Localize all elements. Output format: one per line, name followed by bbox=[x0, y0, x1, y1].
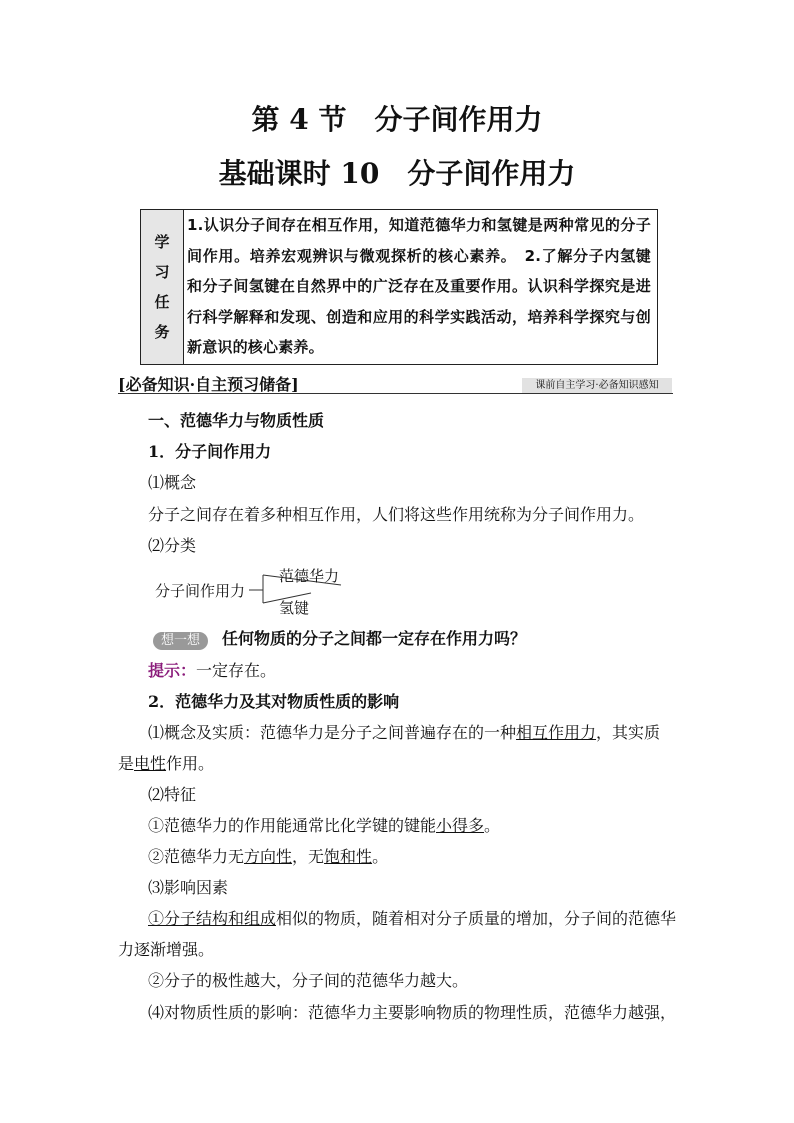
feature-label: ⑵特征 bbox=[148, 785, 197, 804]
feature-2 bbox=[148, 846, 678, 868]
think-question bbox=[153, 628, 678, 650]
blank-answer: 电性 bbox=[134, 754, 167, 773]
page-title: 第 4 节 分子间作用力 bbox=[251, 103, 543, 136]
heading-1-1: 1．分子间作用力 bbox=[148, 442, 272, 461]
hint-answer: 一定存在。 bbox=[196, 661, 277, 680]
text-segment: ，无 bbox=[292, 847, 325, 866]
section-divider bbox=[118, 393, 673, 394]
diagram-branch-hbond: 氢键 bbox=[279, 599, 310, 617]
hint bbox=[148, 660, 678, 682]
task-label bbox=[141, 210, 184, 364]
factors-label: ⑶影响因素 bbox=[148, 878, 229, 897]
task-label-char: 务 bbox=[154, 323, 170, 341]
paragraph-concept-2 bbox=[118, 753, 678, 775]
diagram-root: 分子间作用力 bbox=[155, 582, 246, 600]
blank-answer: 小得多 bbox=[436, 816, 485, 835]
section-heading: [必备知识·自主预习储备] bbox=[118, 375, 299, 394]
factor-1 bbox=[148, 908, 678, 930]
blank-answer: 方向性 bbox=[244, 847, 293, 866]
section-tag: 课前自主学习·必备知识感知 bbox=[522, 378, 672, 394]
learning-task-box bbox=[140, 209, 658, 365]
concept-text: 分子之间存在着多种相互作用，人们将这些作用统称为分子间作用力。 bbox=[148, 505, 645, 524]
text-segment: 是 bbox=[118, 754, 135, 773]
feature-1 bbox=[148, 815, 678, 837]
think-question-text: 任何物质的分子之间都一定存在作用力吗？ bbox=[222, 629, 527, 648]
classification-diagram bbox=[155, 565, 375, 620]
text-segment: 。 bbox=[484, 816, 501, 835]
text-segment: ①范德华力的作用能通常比化学键的键能 bbox=[148, 816, 437, 835]
task-label-char: 任 bbox=[154, 293, 170, 311]
diagram-branch-vdw: 范德华力 bbox=[279, 567, 340, 585]
factor-1-cont: 力逐渐增强。 bbox=[118, 940, 215, 959]
text-segment: ②范德华力无 bbox=[148, 847, 245, 866]
text-segment: 相似的物质，随着相对分子质量的增加，分子间的范德华 bbox=[276, 909, 677, 928]
text-segment: ，其实质 bbox=[596, 723, 661, 742]
text-segment: 作用。 bbox=[166, 754, 215, 773]
text-segment: ⑴概念及实质：范德华力是分子之间普遍存在的一种 bbox=[148, 723, 517, 742]
heading-1-2: 2．范德华力及其对物质性质的影响 bbox=[148, 692, 400, 711]
task-label-char: 习 bbox=[154, 263, 170, 281]
think-badge: 想一想 bbox=[153, 632, 208, 650]
classification-label: ⑵分类 bbox=[148, 536, 197, 555]
task-text: 1.认识分子间存在相互作用，知道范德华力和氢键是两种常见的分子间作用。培养宏观辨识与微观探析的核心素养。 2.了解分子内氢键和分子间氢键在自然界中的广泛存在及重要作用。认识科学探究是进行科学解释和发现、创造和应用的科学实践活动，培养科学探究与创新意识的核心素养。 bbox=[187, 216, 651, 356]
factor-2: ②分子的极性越大，分子间的范德华力越大。 bbox=[148, 971, 469, 990]
blank-answer: 饱和性 bbox=[324, 847, 373, 866]
blank-answer: ①分子结构和组成 bbox=[148, 909, 277, 928]
text-segment: 。 bbox=[372, 847, 389, 866]
hint-label: 提示： bbox=[148, 661, 197, 680]
concept-label: ⑴概念 bbox=[148, 473, 197, 492]
paragraph-concept-1 bbox=[148, 722, 678, 744]
task-label-char: 学 bbox=[154, 233, 170, 251]
page-subtitle: 基础课时 10 分子间作用力 bbox=[218, 157, 576, 190]
heading-1: 一、范德华力与物质性质 bbox=[148, 411, 325, 430]
effect-paragraph: ⑷对物质性质的影响：范德华力主要影响物质的物理性质，范德华力越强， bbox=[148, 1003, 677, 1022]
blank-answer: 相互作用力 bbox=[516, 723, 597, 742]
